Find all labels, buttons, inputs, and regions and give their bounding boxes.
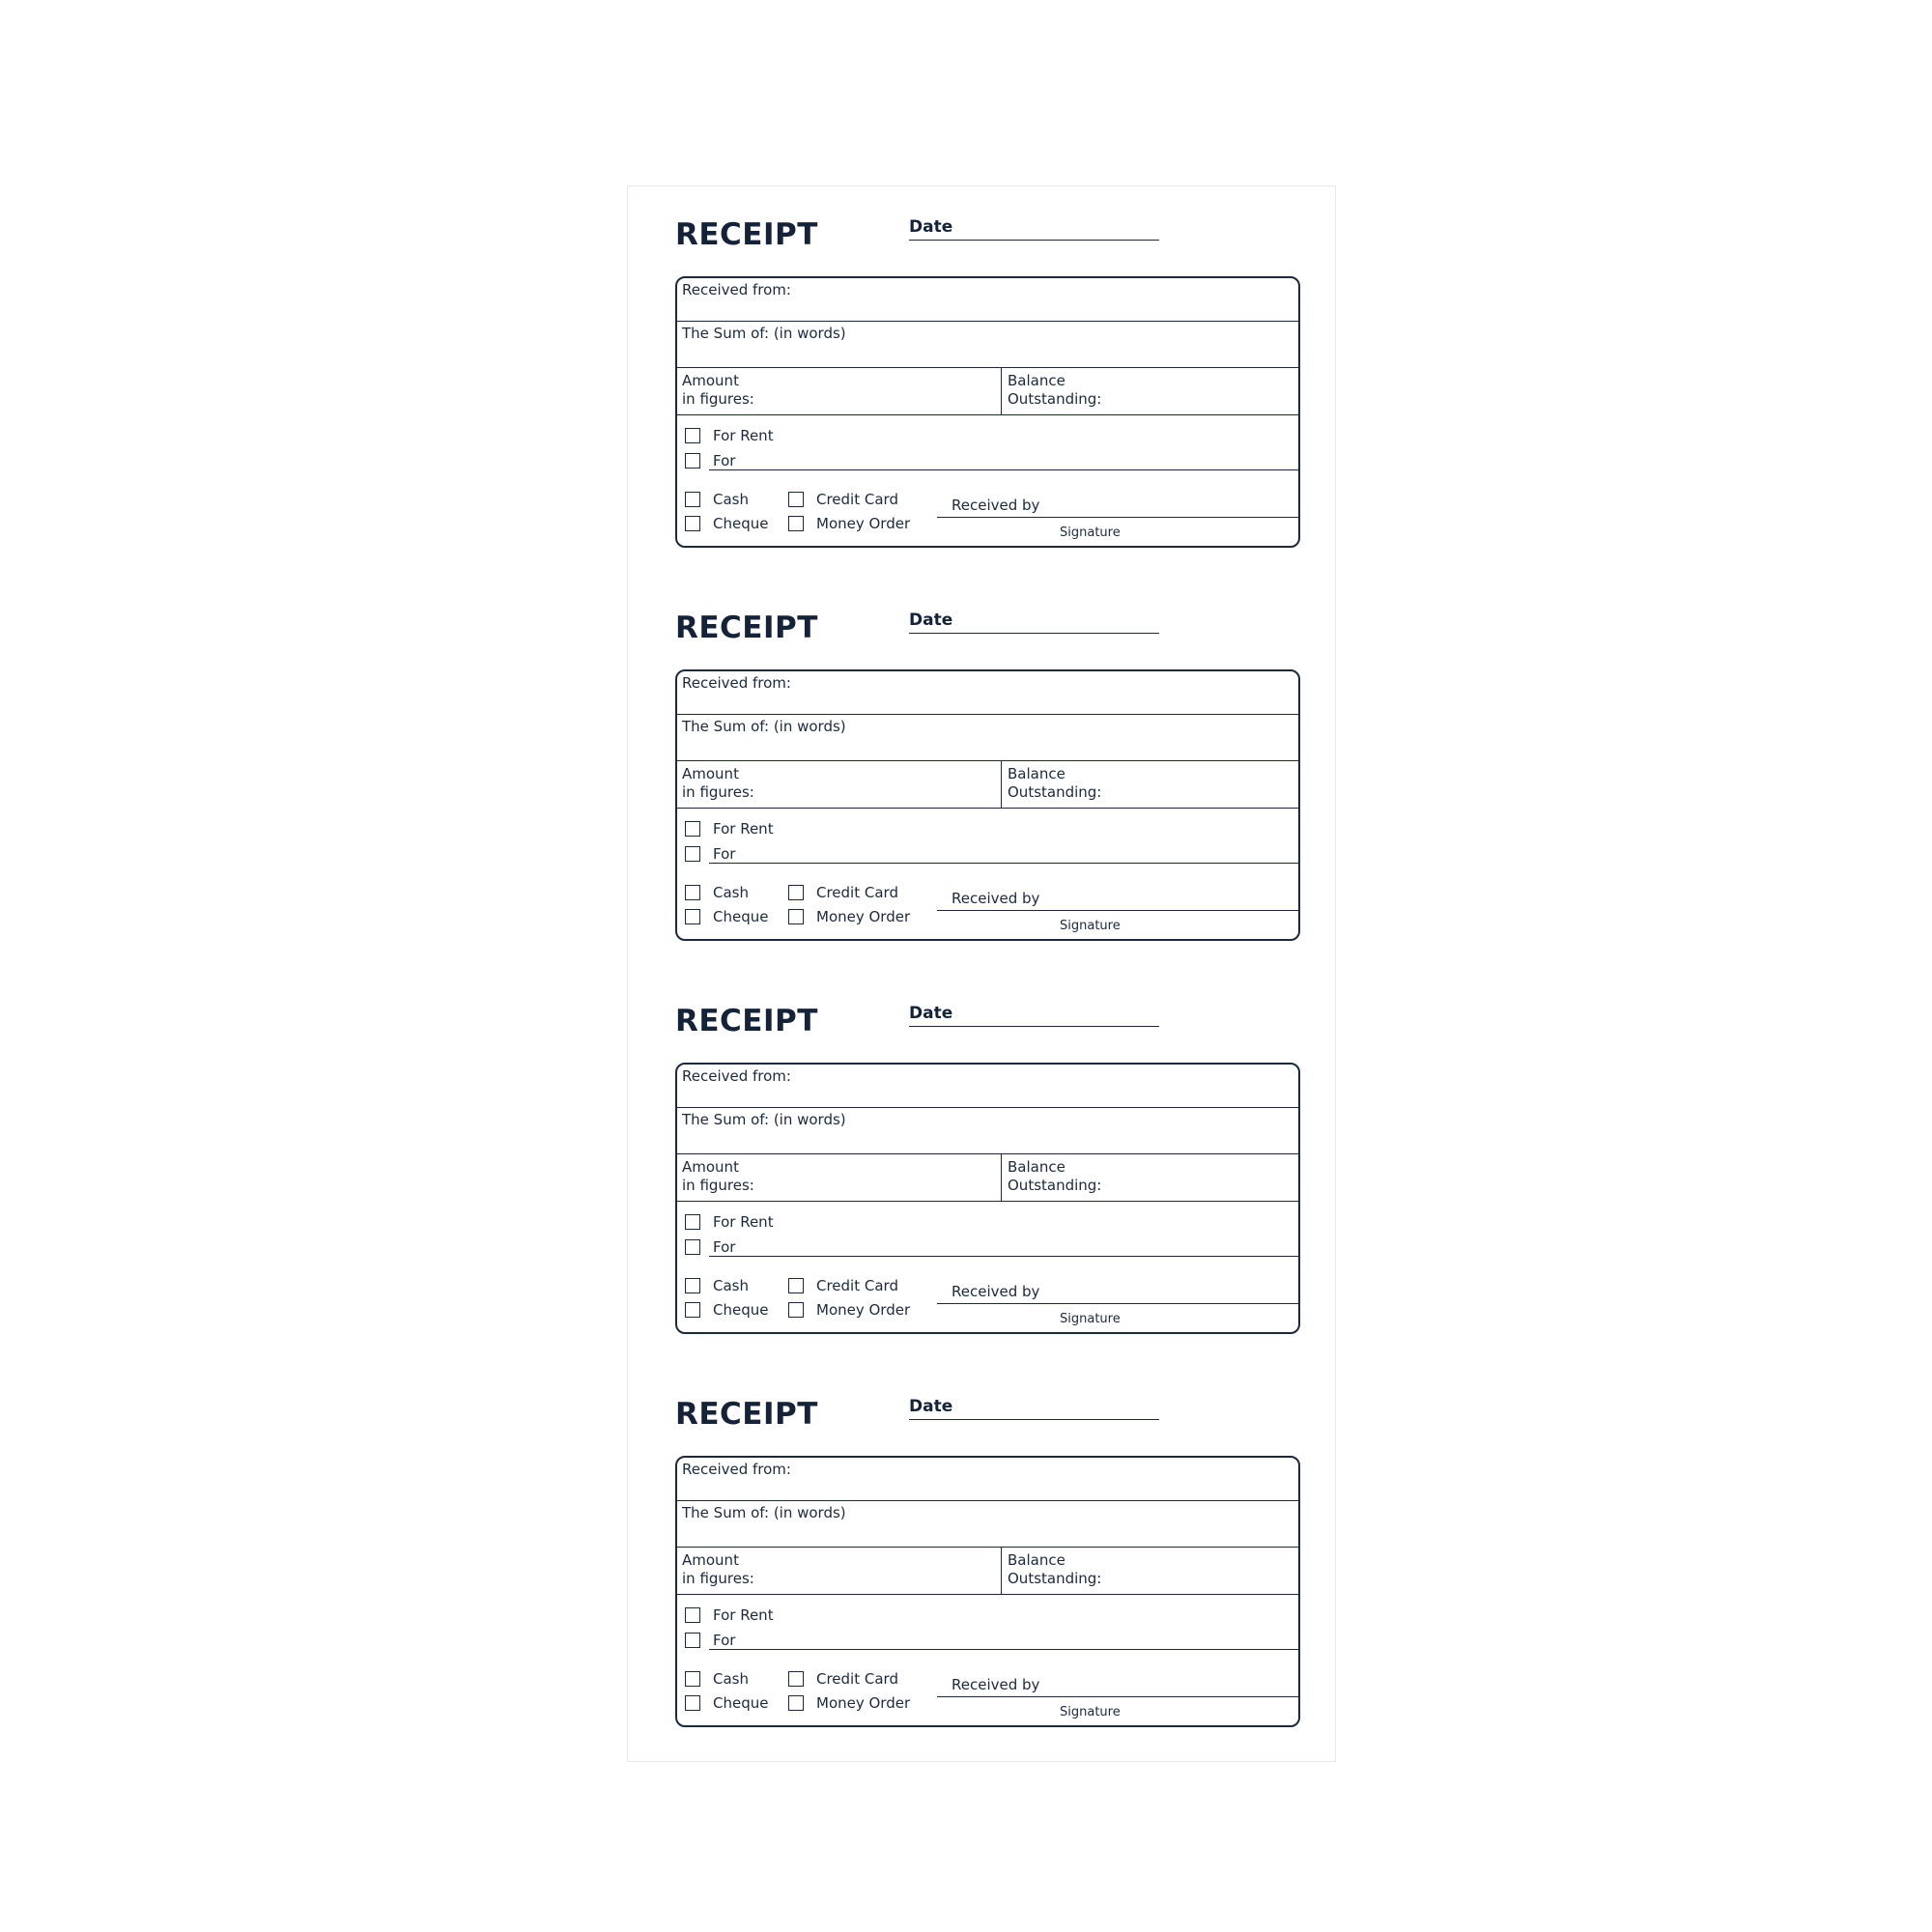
amount-field[interactable] [677, 414, 1298, 415]
receipt-box [675, 1456, 1300, 1727]
signature-label: Signature [1060, 1312, 1121, 1326]
received-from-label: Received from: [682, 674, 791, 692]
sum-in-words-label: The Sum of: (in words) [682, 1111, 846, 1128]
sum-in-words-field[interactable] [677, 1547, 1298, 1548]
amount-field[interactable] [677, 1201, 1298, 1202]
for-rent-label: For Rent [713, 427, 774, 444]
received-from-field[interactable] [677, 1500, 1298, 1501]
credit-card-checkbox[interactable] [788, 492, 804, 507]
amount-balance-divider [1001, 760, 1002, 808]
cheque-label: Cheque [713, 908, 769, 925]
credit-card-label: Credit Card [816, 1277, 898, 1294]
for-rent-checkbox[interactable] [685, 1607, 700, 1623]
money-order-label: Money Order [816, 1301, 911, 1319]
cheque-label: Cheque [713, 1694, 769, 1712]
for-field[interactable] [709, 1256, 1298, 1257]
cash-checkbox[interactable] [685, 1671, 700, 1687]
receipt-title: RECEIPT [675, 611, 818, 645]
for-label: For [713, 1632, 736, 1649]
for-rent-checkbox[interactable] [685, 821, 700, 837]
date-label: Date [909, 217, 953, 237]
balance-label-line2: Outstanding: [1008, 390, 1102, 408]
cheque-label: Cheque [713, 515, 769, 532]
amount-field[interactable] [677, 808, 1298, 809]
credit-card-checkbox[interactable] [788, 1278, 804, 1293]
for-rent-checkbox[interactable] [685, 428, 700, 443]
cheque-label: Cheque [713, 1301, 769, 1319]
sum-in-words-field[interactable] [677, 760, 1298, 761]
receipt-title: RECEIPT [675, 1397, 818, 1432]
sum-in-words-label: The Sum of: (in words) [682, 325, 846, 342]
amount-balance-divider [1001, 1547, 1002, 1594]
receipt-form [675, 973, 1300, 1336]
cash-checkbox[interactable] [685, 885, 700, 900]
for-label: For [713, 845, 736, 863]
received-by-label: Received by [952, 890, 1040, 907]
cash-label: Cash [713, 884, 749, 901]
for-checkbox[interactable] [685, 1239, 700, 1255]
signature-field[interactable] [937, 1696, 1298, 1697]
date-field[interactable] [909, 633, 1159, 634]
credit-card-checkbox[interactable] [788, 885, 804, 900]
for-checkbox[interactable] [685, 453, 700, 469]
receipt-box [675, 276, 1300, 548]
for-label: For [713, 1238, 736, 1256]
credit-card-label: Credit Card [816, 491, 898, 508]
receipt-title: RECEIPT [675, 1004, 818, 1038]
signature-label: Signature [1060, 526, 1121, 540]
for-rent-label: For Rent [713, 1213, 774, 1231]
sum-in-words-label: The Sum of: (in words) [682, 718, 846, 735]
amount-label-line1: Amount [682, 372, 739, 389]
cheque-checkbox[interactable] [685, 909, 700, 924]
amount-label-line1: Amount [682, 1551, 739, 1569]
amount-field[interactable] [677, 1594, 1298, 1595]
date-label: Date [909, 611, 953, 630]
amount-label-line1: Amount [682, 1158, 739, 1176]
receipt-title: RECEIPT [675, 217, 818, 252]
for-field[interactable] [709, 469, 1298, 470]
balance-label-line1: Balance [1008, 372, 1065, 389]
balance-label-line1: Balance [1008, 1158, 1065, 1176]
signature-field[interactable] [937, 1303, 1298, 1304]
balance-label-line1: Balance [1008, 1551, 1065, 1569]
amount-label-line2: in figures: [682, 390, 754, 408]
cash-label: Cash [713, 1670, 749, 1688]
sum-in-words-label: The Sum of: (in words) [682, 1504, 846, 1521]
amount-label-line1: Amount [682, 765, 739, 782]
signature-field[interactable] [937, 517, 1298, 518]
received-from-field[interactable] [677, 714, 1298, 715]
money-order-checkbox[interactable] [788, 516, 804, 531]
balance-label-line1: Balance [1008, 765, 1065, 782]
cash-label: Cash [713, 1277, 749, 1294]
date-label: Date [909, 1397, 953, 1416]
signature-label: Signature [1060, 919, 1121, 933]
credit-card-label: Credit Card [816, 884, 898, 901]
date-field[interactable] [909, 240, 1159, 241]
for-checkbox[interactable] [685, 846, 700, 862]
amount-balance-divider [1001, 367, 1002, 414]
money-order-label: Money Order [816, 908, 911, 925]
received-from-field[interactable] [677, 321, 1298, 322]
received-by-label: Received by [952, 497, 1040, 514]
for-rent-label: For Rent [713, 1606, 774, 1624]
receipt-form [675, 186, 1300, 550]
money-order-checkbox[interactable] [788, 909, 804, 924]
money-order-label: Money Order [816, 1694, 911, 1712]
signature-label: Signature [1060, 1705, 1121, 1719]
cheque-checkbox[interactable] [685, 516, 700, 531]
receipt-box [675, 669, 1300, 941]
receipt-form [675, 1366, 1300, 1729]
balance-label-line2: Outstanding: [1008, 1570, 1102, 1587]
amount-label-line2: in figures: [682, 783, 754, 801]
cheque-checkbox[interactable] [685, 1695, 700, 1711]
money-order-checkbox[interactable] [788, 1302, 804, 1318]
receipt-sheet [627, 185, 1336, 1762]
sum-in-words-field[interactable] [677, 1153, 1298, 1154]
money-order-label: Money Order [816, 515, 911, 532]
for-field[interactable] [709, 1649, 1298, 1650]
amount-label-line2: in figures: [682, 1570, 754, 1587]
date-field[interactable] [909, 1419, 1159, 1420]
for-checkbox[interactable] [685, 1633, 700, 1648]
cash-checkbox[interactable] [685, 492, 700, 507]
received-from-label: Received from: [682, 1461, 791, 1478]
balance-label-line2: Outstanding: [1008, 1177, 1102, 1194]
receipt-box [675, 1063, 1300, 1334]
received-from-label: Received from: [682, 281, 791, 298]
received-from-label: Received from: [682, 1067, 791, 1085]
for-rent-label: For Rent [713, 820, 774, 838]
cheque-checkbox[interactable] [685, 1302, 700, 1318]
credit-card-label: Credit Card [816, 1670, 898, 1688]
balance-label-line2: Outstanding: [1008, 783, 1102, 801]
for-label: For [713, 452, 736, 469]
received-by-label: Received by [952, 1283, 1040, 1300]
received-from-field[interactable] [677, 1107, 1298, 1108]
for-rent-checkbox[interactable] [685, 1214, 700, 1230]
money-order-checkbox[interactable] [788, 1695, 804, 1711]
credit-card-checkbox[interactable] [788, 1671, 804, 1687]
received-by-label: Received by [952, 1676, 1040, 1693]
cash-label: Cash [713, 491, 749, 508]
for-field[interactable] [709, 863, 1298, 864]
date-field[interactable] [909, 1026, 1159, 1027]
receipt-form [675, 580, 1300, 943]
date-label: Date [909, 1004, 953, 1023]
sum-in-words-field[interactable] [677, 367, 1298, 368]
amount-balance-divider [1001, 1153, 1002, 1201]
signature-field[interactable] [937, 910, 1298, 911]
amount-label-line2: in figures: [682, 1177, 754, 1194]
cash-checkbox[interactable] [685, 1278, 700, 1293]
